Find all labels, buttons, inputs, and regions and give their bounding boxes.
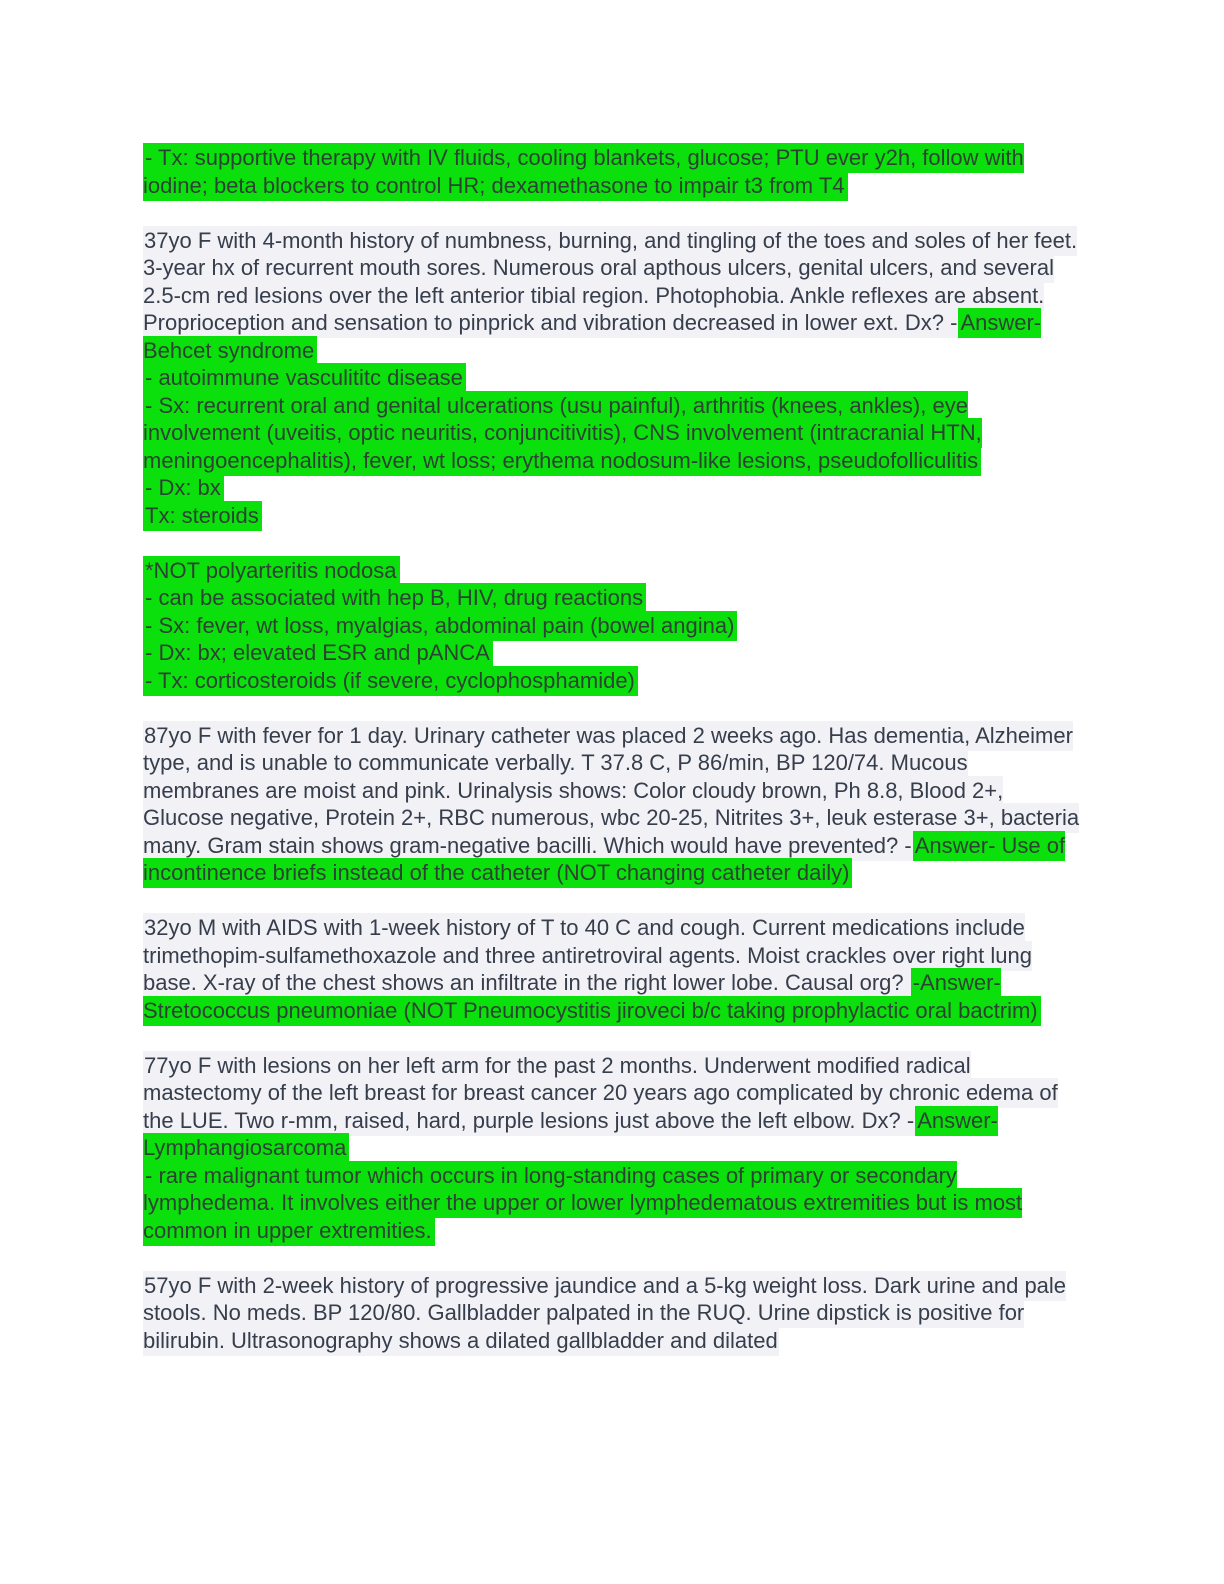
note-line — [143, 1162, 1083, 1245]
highlighted-note: - rare malignant tumor which occurs in long-standing cases of primary or secondary lymphedema. It involves either the upper or lower lymphedematous extremities but is most common in upper extremities. — [143, 1161, 1022, 1246]
note-line — [143, 667, 1083, 695]
question-paragraph — [143, 722, 1083, 887]
question-paragraph — [143, 1052, 1083, 1162]
note-line — [143, 364, 1083, 392]
question-text: 87yo F with fever for 1 day. Urinary catheter was placed 2 weeks ago. Has dementia, Alzheimer type, and is unable to communicate verbally. T 37.8 C, P 86/min, BP 120/74. Mucous membranes are moist and pink. Urinalysis shows: Color cloudy brown, Ph 8.8, Blood 2+, Glucose negative, Protein 2+, RBC numerous, wbc 20-25, Nitrites 3+, leuk esterase 3+, bacteria many. Gram stain shows gram-negative bacilli. Which would have prevented? - — [143, 721, 1079, 861]
note-section-thyroid-tx — [143, 144, 1083, 199]
highlighted-note: - Sx: recurrent oral and genital ulcerations (usu painful), arthritis (knees, ankles), eye involvement (uveitis, optic neuritis, conjuncitivitis), CNS involvement (intracranial HTN, meningoencephalitis), fever, wt loss; erythema nodosum-like lesions, pseudofolliculitis — [143, 391, 982, 476]
question-section-lymphangiosarcoma — [143, 1052, 1083, 1245]
question-section-catheter — [143, 722, 1083, 887]
question-text: 57yo F with 2-week history of progressive jaundice and a 5-kg weight loss. Dark urine and pale stools. No meds. BP 120/80. Gallbladder palpated in the RUQ. Urine dipstick is positive for bilirubin. Ultrasonography shows a dilated gallbladder and dilated — [143, 1271, 1066, 1356]
note-line — [143, 474, 1083, 502]
highlighted-answer: Answer- Behcet syndrome — [143, 308, 1041, 366]
note-line — [143, 639, 1083, 667]
highlighted-answer: -Answer- Stretococcus pneumoniae (NOT Pneumocystitis jiroveci b/c taking prophylactic oral bactrim) — [143, 968, 1041, 1026]
question-paragraph — [143, 1272, 1083, 1355]
highlighted-answer: Answer- Use of incontinence briefs instead of the catheter (NOT changing catheter daily) — [143, 831, 1065, 889]
question-section-jaundice — [143, 1272, 1083, 1355]
note-line — [143, 392, 1083, 475]
question-text: 37yo F with 4-month history of numbness, burning, and tingling of the toes and soles of her feet. 3-year hx of recurrent mouth sores. Numerous oral apthous ulcers, genital ulcers, and several 2.5-cm red lesions over the left anterior tibial region. Photophobia. Ankle reflexes are absent. Proprioception and sensation to pinprick and vibration decreased in lower ext. Dx? - — [143, 226, 1077, 339]
note-line — [143, 557, 1083, 585]
note-line — [143, 584, 1083, 612]
note-line — [143, 502, 1083, 530]
highlighted-note: - autoimmune vasculititc disease — [143, 363, 466, 393]
highlighted-note: - Dx: bx; elevated ESR and pANCA — [143, 638, 493, 668]
highlighted-note: Tx: steroids — [143, 501, 262, 531]
highlighted-note: - Sx: fever, wt loss, myalgias, abdominal pain (bowel angina) — [143, 611, 737, 641]
highlighted-note: - Tx: corticosteroids (if severe, cyclophosphamide) — [143, 666, 638, 696]
question-section-behcet — [143, 227, 1083, 530]
highlighted-note: - Dx: bx — [143, 473, 224, 503]
note-line — [143, 144, 1083, 199]
question-paragraph — [143, 914, 1083, 1024]
highlighted-note: *NOT polyarteritis nodosa — [143, 556, 400, 586]
highlighted-answer: Answer- Lymphangiosarcoma — [143, 1106, 998, 1164]
question-paragraph — [143, 227, 1083, 365]
question-section-aids-pneumonia — [143, 914, 1083, 1024]
question-text: 77yo F with lesions on her left arm for the past 2 months. Underwent modified radical mastectomy of the left breast for breast cancer 20 years ago complicated by chronic edema of the LUE. Two r-mm, raised, hard, purple lesions just above the left elbow. Dx? - — [143, 1051, 1058, 1136]
highlighted-note: - can be associated with hep B, HIV, drug reactions — [143, 583, 646, 613]
note-section-polyarteritis — [143, 557, 1083, 695]
note-line — [143, 612, 1083, 640]
question-text: 32yo M with AIDS with 1-week history of T to 40 C and cough. Current medications include trimethopim-sulfamethoxazole and three antiretroviral agents. Moist crackles over right lung base. X-ray of the chest shows an infiltrate in the right lower lobe. Causal org? — [143, 913, 1032, 998]
highlighted-note: - Tx: supportive therapy with IV fluids, cooling blankets, glucose; PTU ever y2h, follow with iodine; beta blockers to control HR; dexamethasone to impair t3 from T4 — [143, 143, 1024, 201]
